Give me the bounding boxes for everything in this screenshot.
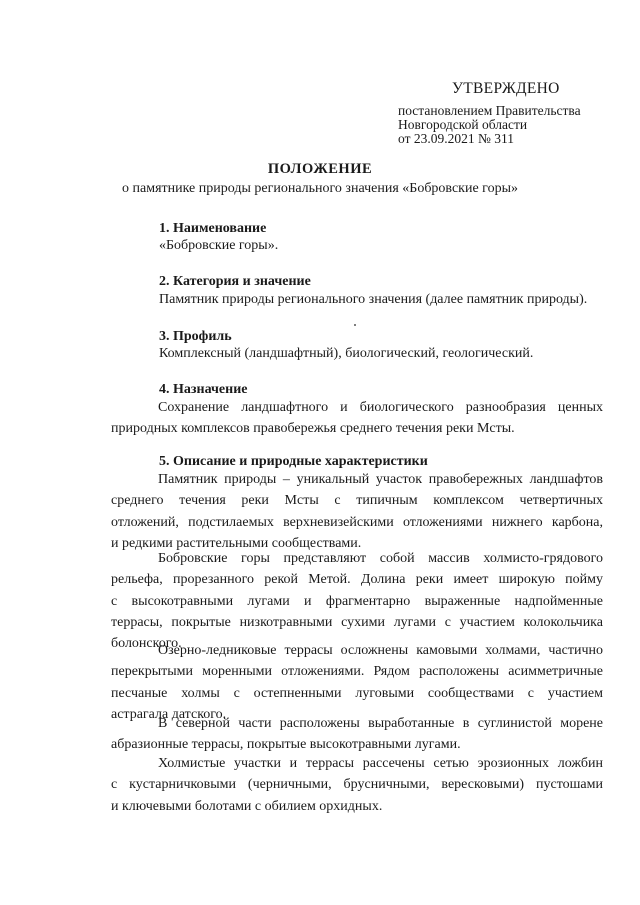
section-3-heading: 3. Профиль bbox=[159, 329, 232, 344]
text-line: Озерно-ледниковые террасы осложнены камовыми холмами, частично bbox=[158, 643, 603, 658]
section-5-heading: 5. Описание и природные характеристики bbox=[159, 454, 428, 469]
text-line: рельефа, прорезанного рекой Метой. Долина реки имеет широкую пойму bbox=[111, 572, 603, 588]
text-line: перекрытыми моренными отложениями. Рядом расположены асимметричные bbox=[111, 664, 603, 680]
text-line: астрагала датского. bbox=[111, 706, 227, 722]
text-line: песчаные холмы с остепненными луговыми сообществами с участием bbox=[111, 685, 603, 701]
text-line: отложений, подстилаемых верхневизейскими отложениями нижнего карбона, bbox=[111, 514, 603, 530]
text-line: Холмистые участки и террасы рассечены сетью эрозионных ложбин bbox=[158, 756, 603, 771]
text-line: абразионные террасы, покрытые высокотравными лугами. bbox=[111, 737, 461, 753]
text-line: и ключевыми болотами с обилием орхидных. bbox=[111, 798, 383, 814]
text-line: с кустарничковыми (черничными, брусничными, вересковыми) пустошами bbox=[111, 777, 603, 793]
text-line: В северной части расположены выработанные в суглинистой морене bbox=[158, 716, 603, 731]
text-line: Бобровские горы представляют собой массив холмисто-грядового bbox=[158, 551, 603, 566]
text-line: среднего течения реки Мсты с типичным комплексом четвертичных bbox=[111, 493, 603, 509]
text-line: Сохранение ландшафтного и биологического разнообразия ценных bbox=[158, 400, 603, 415]
document-subtitle: о памятнике природы регионального значения «Бобровские горы» bbox=[122, 181, 518, 196]
document-title: ПОЛОЖЕНИЕ bbox=[267, 161, 373, 177]
section-4-paragraph bbox=[111, 397, 603, 440]
section-5-paragraph-1 bbox=[111, 469, 603, 554]
section-3-text: Комплексный (ландшафтный), биологический, геологический. bbox=[159, 346, 534, 361]
section-2-heading: 2. Категория и значение bbox=[159, 274, 311, 289]
section-5-paragraph-2 bbox=[111, 548, 603, 654]
approval-line-3: от 23.09.2021 № 311 bbox=[398, 131, 514, 146]
scan-speck bbox=[354, 324, 356, 326]
text-line: болонского. bbox=[111, 636, 182, 652]
section-5-paragraph-4 bbox=[111, 713, 603, 756]
section-2-text: Памятник природы регионального значения (далее памятник природы). bbox=[159, 292, 588, 307]
section-1-heading: 1. Наименование bbox=[159, 221, 267, 236]
text-line: и редкими растительными сообществами. bbox=[111, 535, 362, 551]
section-5-paragraph-5 bbox=[111, 753, 603, 817]
approval-stamp bbox=[398, 80, 618, 146]
section-4-heading: 4. Назначение bbox=[159, 382, 248, 397]
section-1-text: «Бобровские горы». bbox=[159, 238, 279, 253]
text-line: с высокотравными лугами и фрагментарно выраженные надпойменные bbox=[111, 593, 603, 609]
text-line: природных комплексов правобережья среднего течения реки Мсты. bbox=[111, 421, 515, 437]
approval-line-2: Новгородской области bbox=[398, 117, 528, 132]
approval-line-1: постановлением Правительства bbox=[398, 103, 581, 118]
text-line: Памятник природы – уникальный участок правобережных ландшафтов bbox=[158, 472, 603, 487]
text-line: террасы, покрытые низкотравными сухими лугами с участием колокольчика bbox=[111, 614, 603, 630]
approval-title: УТВЕРЖДЕНО bbox=[452, 80, 560, 97]
